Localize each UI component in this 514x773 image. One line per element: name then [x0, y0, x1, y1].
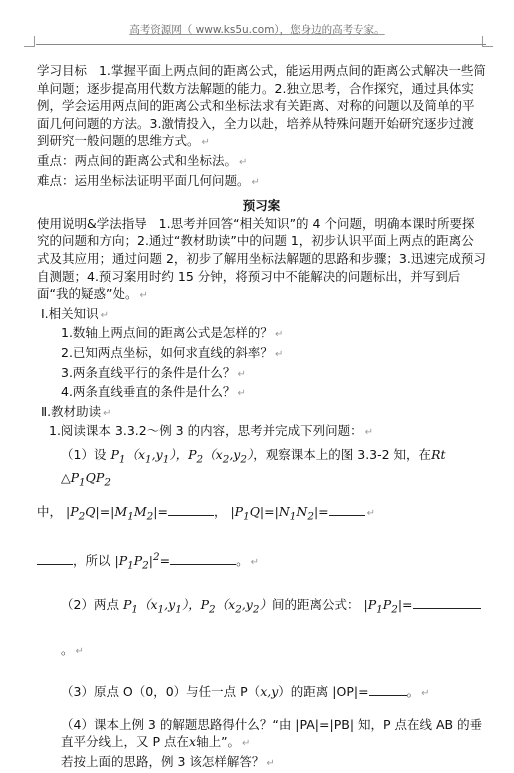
q2-tail: 间的距离公式： — [272, 597, 360, 613]
answer-blank[interactable] — [369, 695, 407, 696]
paragraph-mark-icon: ↵ — [139, 290, 148, 302]
answer-blank[interactable] — [329, 515, 365, 516]
list-item-text: 1.数轴上两点间的距离公式是怎样的？ — [61, 325, 273, 341]
paragraph-mark-icon: ↵ — [75, 645, 84, 657]
question-1-blanks: 中， $|P_2Q|=|M_1M_2|=$ ， $|P_1Q|=|N_1N_2|=$ ↵ — [37, 504, 376, 523]
formula-p1p2-squared: $|P_1P_2|^2=$ — [114, 550, 171, 572]
question-3: （3）原点 O（0，0）与任一点 P（x,y）的距离 |OP|= 。 ↵ — [61, 683, 430, 699]
q4-text: （4）课本上例 3 的解题思路得什么？“由 |PA|=|PB| 知，P 点在线 AB 的垂直平分线上，又 P 点在 — [61, 716, 483, 750]
question-1 — [37, 446, 486, 492]
list-item-text: 3.两条直线平行的条件是什么？ — [61, 364, 236, 380]
instructions-label: 使用说明&学法指导 — [37, 215, 147, 231]
formula-xy: x,y — [260, 683, 279, 699]
answer-blank[interactable] — [170, 564, 236, 565]
list-item — [37, 383, 486, 403]
section-related-knowledge-title — [37, 305, 486, 325]
paragraph-mark-icon: ↵ — [366, 508, 376, 520]
answer-blank[interactable] — [413, 608, 481, 609]
paragraph-mark-icon: ↵ — [251, 176, 260, 188]
read-instruction — [37, 422, 486, 442]
section-title-text: Ⅱ.教材助读 — [41, 403, 102, 419]
q3-op: |OP|= — [332, 683, 369, 699]
paragraph-mark-icon: ↵ — [274, 329, 284, 341]
instructions — [37, 215, 486, 305]
formula-p1: $P_1(x_1,y_1)$，$P_2(x_2,y_2)$ — [110, 446, 254, 466]
paragraph-mark-icon: ↵ — [266, 757, 275, 769]
q3-text: （3）原点 O（0，0）与任一点 P（ — [61, 683, 261, 699]
formula-p2q: $|P_2Q|=|M_1M_2|=$ — [66, 504, 168, 523]
q1-so: ，所以 — [73, 552, 111, 568]
goal-text: 1.掌握平面上两点间的距离公式，能运用两点间的距离公式解决一些简单问题；逐步提高用代数方法解题的能力。2.独立思考，合作探究，通过具体实例，学会运用两点间的距离公式和坐标法求有关距离、对称的问题以及简单的平面几何问题的方法。3.激情投入，全力以赴，培养从特殊问题开始研究逐步过渡到研究一般问题的思维方式。 — [37, 63, 486, 149]
question-1-result: ，所以 $|P_1P_2|^2=$ 。 ↵ — [37, 537, 486, 586]
paragraph-mark-icon: ↵ — [364, 427, 373, 439]
question-4 — [37, 716, 486, 753]
preview-title-text: 预习案 — [242, 198, 281, 214]
difficulty-text: 难点：运用坐标法证明平面几何问题。 — [37, 172, 250, 188]
q1-zhong: 中， — [37, 504, 63, 520]
paragraph-mark-icon: ↵ — [239, 156, 248, 168]
preview-title — [37, 191, 486, 215]
paragraph-mark-icon: ↵ — [237, 368, 246, 380]
answer-blank[interactable] — [37, 564, 73, 565]
list-item — [37, 344, 486, 364]
key-point-text: 重点：两点间的距离公式和坐标法。 — [37, 152, 238, 168]
margin-corner-mark — [482, 36, 493, 47]
learning-goal — [37, 62, 486, 152]
page-header: 高考资源网（ www.ks5u.com），您身边的高考专家。 — [129, 24, 385, 36]
paragraph-mark-icon: ↵ — [201, 137, 210, 149]
paragraph-mark-icon: ↵ — [274, 348, 284, 360]
q1-prefix: （1）设 — [61, 446, 107, 462]
paragraph-mark-icon: ↵ — [100, 309, 110, 321]
document-body — [37, 62, 486, 773]
paragraph-mark-icon: ↵ — [103, 407, 112, 419]
section-textbook-title — [37, 403, 486, 423]
margin-corner-mark — [24, 36, 35, 47]
q3-middle: ）的距离 — [278, 683, 329, 699]
instructions-text: 1.思考并回答“相关知识”的 4 个问题，明确本课时所要探究的问题和方向；2.通过“教材助读”中的问题 1，初步认识平面上两点的距离公式及其应用；通过问题 2，初步了解用坐标法解题的思路和步骤；3.迅速完成预习自测题；4.预习案用时约 15 分钟，将预习中不能解决的问题标出，并写到后面“我的疑惑”处。 — [37, 215, 486, 302]
question-2: （2）两点 $P_1(x_1,y_1)$，$P_2(x_2,y_2)$间的距离公式： $|P_1P_2|=$。 ↵ — [37, 585, 486, 672]
goal-label: 学习目标 — [37, 63, 88, 78]
answer-blank[interactable] — [168, 515, 214, 516]
list-item-text: 2.已知两点坐标，如何求直线的斜率？ — [61, 344, 273, 360]
formula-triangle: Rt $\triangle P_1QP_2$ — [61, 446, 446, 489]
q1-middle: ，观察课本上的图 3.3-2 知，在 — [253, 446, 432, 462]
follow-up-question — [37, 753, 486, 773]
section-title-text: Ⅰ.相关知识 — [41, 305, 99, 321]
paragraph-mark-icon: ↵ — [421, 687, 430, 699]
list-item — [37, 324, 486, 344]
paragraph-mark-icon: ↵ — [242, 738, 251, 750]
formula-p1q: $|P_1Q|=|N_1N_2|=$ — [230, 504, 329, 523]
read-instruction-text: 1.阅读课本 3.3.2～例 3 的内容，思考并完成下列问题： — [49, 423, 363, 439]
list-item — [37, 364, 486, 384]
q2-text: （2）两点 — [61, 597, 119, 613]
formula-two-points: $P_1(x_1,y_1)$，$P_2(x_2,y_2)$ — [122, 597, 273, 616]
formula-x-axis: x — [189, 734, 197, 750]
paragraph-mark-icon: ↵ — [250, 556, 260, 568]
list-item-text: 4.两条直线垂直的条件是什么？ — [61, 384, 236, 400]
difficulty — [37, 172, 486, 192]
q4-tail: 轴上”。 — [196, 734, 241, 750]
formula-distance: $|P_1P_2|=$ — [363, 597, 413, 616]
follow-up-text: 若按上面的思路，例 3 该怎样解答？ — [61, 753, 265, 769]
key-point — [37, 152, 486, 172]
header-rule — [36, 44, 486, 45]
paragraph-mark-icon: ↵ — [237, 388, 246, 400]
